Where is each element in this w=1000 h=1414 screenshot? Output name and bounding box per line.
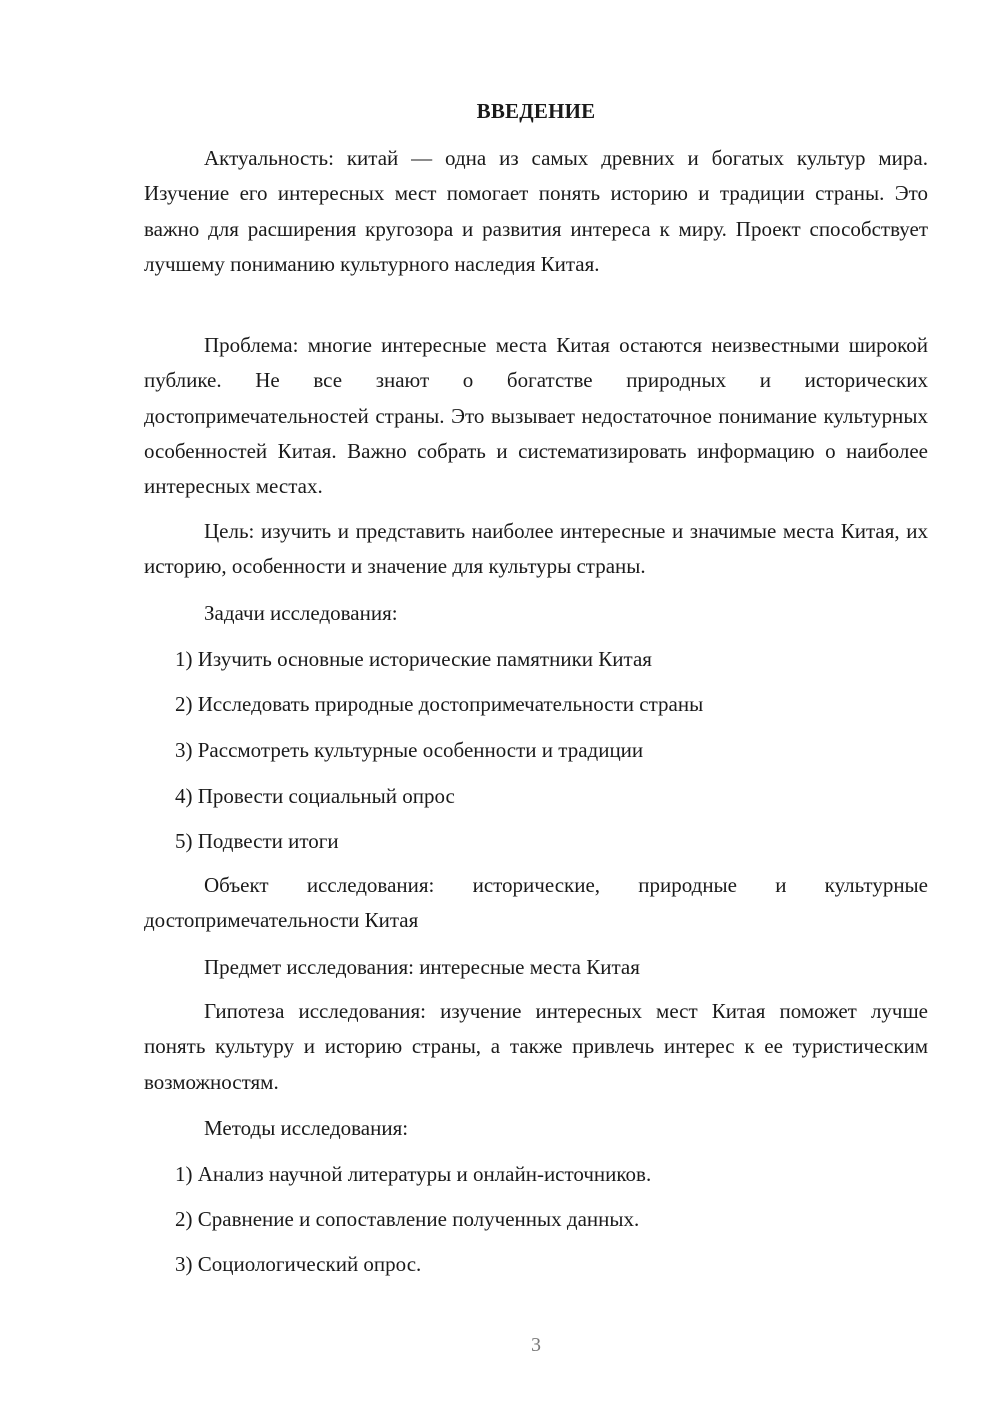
page-number: 3 [531,1334,541,1356]
tasks-heading: Задачи исследования: [204,601,398,625]
goal-paragraph: Цель: изучить и представить наиболее интересные и значимые места Китая, их историю, особенности и значение для культуры страны. [144,519,928,579]
relevance-paragraph: Актуальность: китай — одна из самых древних и богатых культур мира. Изучение его интересных мест помогает понять историю и традиции страны. Это важно для расширения кругозора и развития интереса к миру. Проект способствует лучшему пониманию культурного наследия Китая. [144,146,928,276]
object-paragraph: Объект исследования: исторические, природные и культурные достопримечательности Китая [144,873,928,933]
methods-heading: Методы исследования: [204,1116,409,1140]
list-item: 2) Исследовать природные достопримечательности страны [175,692,704,716]
list-item: 5) Подвести итоги [175,829,339,853]
page-title: ВВЕДЕНИЕ [476,99,596,123]
list-item: 3) Рассмотреть культурные особенности и традиции [175,738,644,762]
list-item: 4) Провести социальный опрос [175,784,455,808]
list-item: 1) Анализ научной литературы и онлайн-источников. [175,1162,652,1186]
subject-line: Предмет исследования: интересные места Китая [204,955,640,979]
list-item: 1) Изучить основные исторические памятники Китая [175,647,652,671]
document-page [144,0,928,1414]
problem-paragraph: Проблема: многие интересные места Китая остаются неизвестными широкой публике. Не все знают о богатстве природных и исторических достопримечательностей страны. Это вызывает недостаточное понимание культурных особенностей Китая. Важно собрать и систематизировать информацию о наиболее интересных местах. [144,333,928,499]
hypothesis-paragraph: Гипотеза исследования: изучение интересных мест Китая поможет лучше понять культуру и историю страны, а также привлечь интерес к ее туристическим возможностям. [144,999,928,1094]
list-item: 2) Сравнение и сопоставление полученных данных. [175,1207,640,1231]
list-item: 3) Социологический опрос. [175,1252,422,1276]
